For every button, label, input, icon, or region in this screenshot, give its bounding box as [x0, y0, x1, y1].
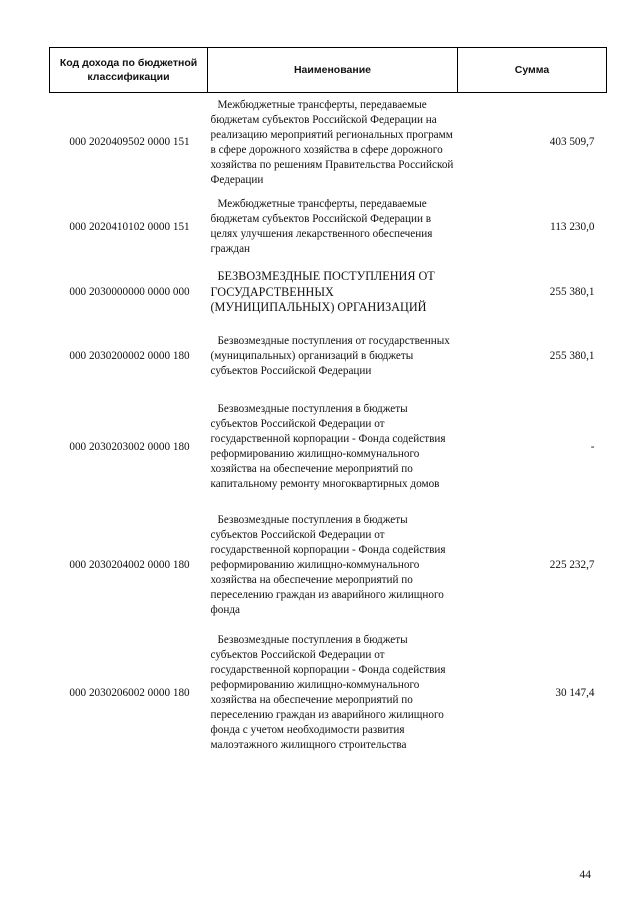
row-code: 000 2030000000 0000 000	[69, 286, 190, 298]
row-code: 000 2020409502 0000 151	[69, 136, 190, 148]
page-number: 44	[579, 869, 591, 881]
row-name-text: БЕЗВОЗМЕЗДНЫЕ ПОСТУПЛЕНИЯ ОТ ГОСУДАРСТВЕННЫХ (МУНИЦИПАЛЬНЫХ) ОРГАНИЗАЦИЙ	[210, 269, 435, 315]
header-name: Наименование	[208, 48, 458, 93]
row-code: 000 2030200002 0000 180	[69, 349, 190, 362]
row-sum: 225 232,7	[549, 558, 595, 571]
row-code: 000 2030206002 0000 180	[69, 686, 190, 699]
table-row	[50, 323, 607, 389]
row-name	[208, 505, 458, 625]
row-name	[208, 389, 458, 505]
row-code: 000 2030203002 0000 180	[69, 440, 190, 453]
table-row	[50, 192, 607, 262]
table-row	[50, 625, 607, 761]
row-sum: 403 509,7	[549, 136, 595, 148]
row-name-text: Безвозмездные поступления в бюджеты субъектов Российской Федерации от государственной корпорации - Фонда содействия реформированию жилищно-коммунального хозяйства на обеспечение мероприятий по капитальному ремонту многоквартирных домов	[210, 403, 446, 490]
row-sum: 255 380,1	[549, 349, 595, 362]
table-row	[50, 93, 607, 193]
table-row	[50, 505, 607, 625]
table-header-row	[50, 48, 607, 93]
table-row	[50, 262, 607, 323]
revenue-table	[49, 47, 607, 761]
row-sum: -	[590, 440, 595, 453]
header-sum: Сумма	[458, 48, 607, 93]
row-sum: 255 380,1	[549, 286, 595, 298]
row-name-text: Безвозмездные поступления в бюджеты субъектов Российской Федерации от государственной корпорации - Фонда содействия реформированию жилищно-коммунального хозяйства на обеспечение мероприятий по переселению граждан из аварийного жилищного фонда с учетом необходимости развития малоэтажного жилищного строительства	[210, 634, 446, 751]
header-code: Код дохода по бюджетной классификации	[50, 48, 208, 93]
row-code: 000 2020410102 0000 151	[69, 220, 190, 233]
table-row	[50, 389, 607, 505]
row-sum: 113 230,0	[550, 220, 595, 233]
row-name	[208, 625, 458, 761]
row-name-text: Межбюджетные трансферты, передаваемые бюджетам субъектов Российской Федерации на реализацию мероприятий региональных программ в сфере дорожного хозяйства в сфере дорожного хозяйства по решениям Правительства Российской Федерации	[210, 98, 454, 186]
row-name	[208, 93, 458, 193]
row-name	[208, 192, 458, 262]
row-name	[208, 262, 458, 323]
row-sum: 30 147,4	[555, 686, 595, 699]
row-name	[208, 323, 458, 389]
row-code: 000 2030204002 0000 180	[69, 558, 190, 571]
row-name-text: Межбюджетные трансферты, передаваемые бюджетам субъектов Российской Федерации в целях улучшения лекарственного обеспечения граждан	[210, 198, 433, 255]
row-name-text: Безвозмездные поступления от государственных (муниципальных) организаций в бюджеты субъектов Российской Федерации	[210, 334, 450, 377]
row-name-text: Безвозмездные поступления в бюджеты субъектов Российской Федерации от государственной корпорации - Фонда содействия реформированию жилищно-коммунального хозяйства на обеспечение мероприятий по переселению граждан из аварийного жилищного фонда	[210, 513, 446, 616]
